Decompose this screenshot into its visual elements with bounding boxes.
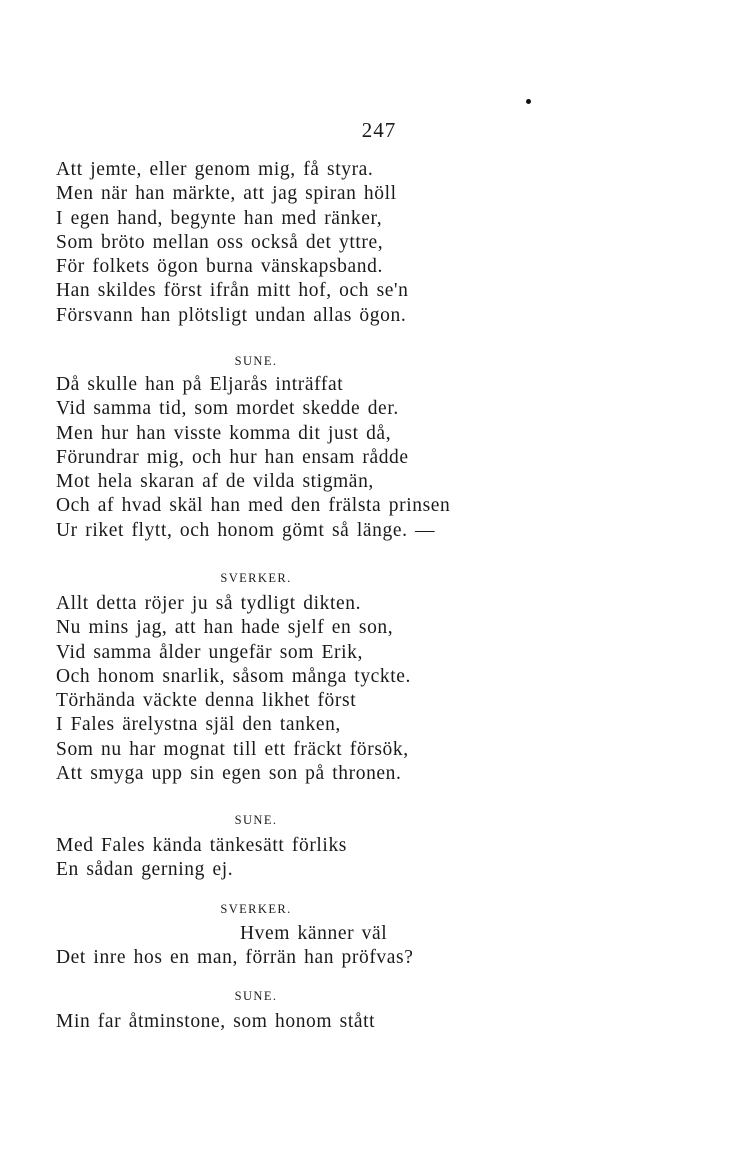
speaker-name: SUNE. <box>234 813 278 827</box>
verse-line: Och honom snarlik, såsom många tyckte. <box>56 665 412 687</box>
verse-line: Som bröto mellan oss också det yttre, <box>56 231 384 253</box>
verse-line: Men hur han visste komma dit just då, <box>56 422 392 444</box>
verse-line: Att jemte, eller genom mig, få styra. <box>56 159 374 180</box>
speaker-name: SVERKER. <box>220 902 292 916</box>
verse-line: Med Fales kända tänkesätt förliks <box>56 835 347 856</box>
verse-block <box>56 158 476 328</box>
verse-line: Att smyga upp sin egen son på thronen. <box>56 763 402 785</box>
verse-line: Men när han märkte, att jag spiran höll <box>56 183 397 205</box>
verse-line: En sådan gerning ej. <box>56 859 234 881</box>
verse-line: I Fales ärelystna själ den tanken, <box>56 714 341 736</box>
verse-line: Ur riket flytt, och honom gömt så länge. — <box>56 519 436 541</box>
verse-line: Vid samma tid, som mordet skedde der. <box>56 398 399 420</box>
verse-line: Mot hela skaran af de vilda stigmän, <box>56 471 374 493</box>
verse-line: Det inre hos en man, förrän han pröfvas? <box>56 947 414 968</box>
speaker-name: SUNE. <box>234 989 278 1003</box>
verse-line: Allt detta röjer ju så tydligt dikten. <box>56 593 362 614</box>
verse-line: Och af hvad skäl han med den frälsta prinsen <box>56 495 451 517</box>
verse-line: Han skildes först ifrån mitt hof, och se'n <box>56 280 409 302</box>
ink-dot <box>526 99 531 104</box>
verse-block <box>56 1010 476 1034</box>
verse-line: Som nu har mognat till ett fräckt försök, <box>56 738 409 760</box>
verse-line: Törhända väckte denna likhet först <box>56 690 357 712</box>
speaker-name: SUNE. <box>234 354 278 368</box>
verse-line: Försvann han plötsligt undan allas ögon. <box>56 304 407 326</box>
verse-block <box>56 592 476 786</box>
verse-line: Förundrar mig, och hur han ensam rådde <box>56 446 409 468</box>
verse-line: För folkets ögon burna vänskapsband. <box>56 256 383 278</box>
verse-block <box>56 834 476 883</box>
verse-block <box>56 373 476 543</box>
verse-line-indented: Hvem känner väl <box>240 923 388 944</box>
page-number: 247 <box>361 118 397 142</box>
verse-line: Min far åtminstone, som honom stått <box>56 1011 376 1032</box>
verse-line: Då skulle han på Eljarås inträffat <box>56 374 344 395</box>
verse-block <box>56 946 476 970</box>
verse-line: Vid samma ålder ungefär som Erik, <box>56 641 363 663</box>
speaker-name: SVERKER. <box>220 571 292 585</box>
verse-line: I egen hand, begynte han med ränker, <box>56 207 383 229</box>
verse-line: Nu mins jag, att han hade sjelf en son, <box>56 617 394 639</box>
